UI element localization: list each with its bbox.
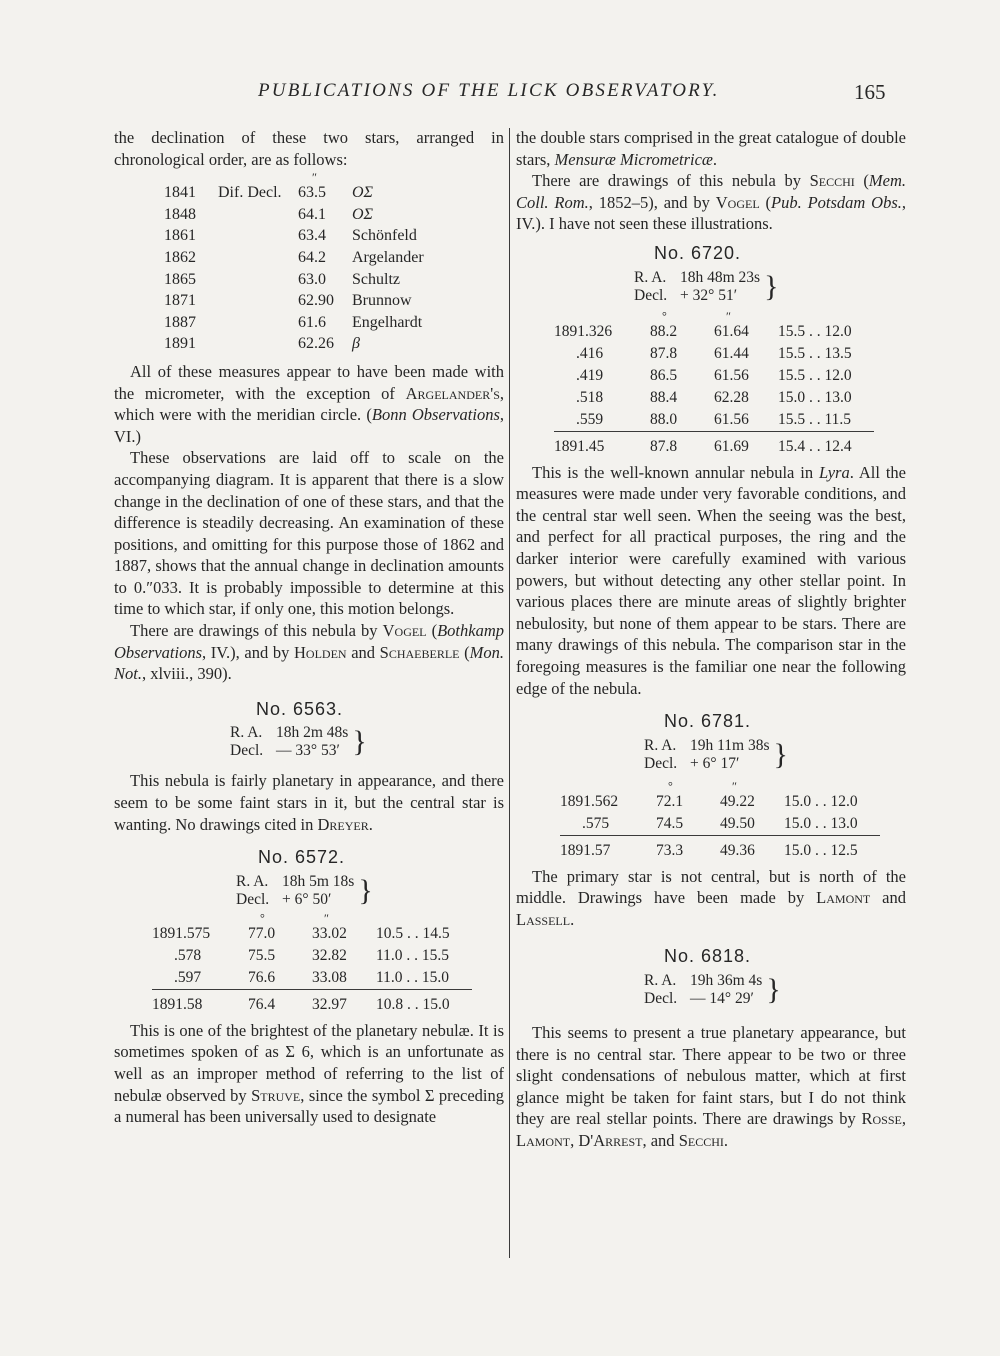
decl-label: Decl. xyxy=(230,742,264,760)
label-cell xyxy=(218,225,298,247)
paragraph: This is one of the brightest of the planetary nebulæ. It is sometimes spoken of as Σ 6, which is an unfortunate as well as an improper method of referring to the list of nebulæ observed by Struve, since the symbol Σ preceding a numeral has been universally used to designate xyxy=(114,1020,504,1127)
table-cell: 32.97 xyxy=(312,989,376,1016)
page-header xyxy=(0,80,1000,110)
table-cell: 61.64 xyxy=(714,322,749,340)
table-cell: 72.1 xyxy=(656,793,684,811)
author-name: Vogel xyxy=(382,621,427,641)
measures-table-6720 xyxy=(554,308,874,458)
label-cell xyxy=(218,312,298,334)
table-cell: 1891.326 xyxy=(554,322,613,340)
observer-cell: Engelhardt xyxy=(352,313,423,331)
decl-value: + 6° 50′ xyxy=(282,890,332,908)
value-cell: 62.26 xyxy=(298,335,334,353)
paragraph: The primary star is not central, but is north of the middle. Drawings have been made by Lamont and Lassell. xyxy=(516,866,906,929)
ra-value: 18h 5m 18s xyxy=(282,872,355,890)
table-cell: 74.5 xyxy=(656,815,684,833)
decl-value: + 6° 17′ xyxy=(690,754,740,772)
table-cell: 11.0 . . 15.0 xyxy=(376,969,450,987)
citation: Bothkamp Observations xyxy=(114,621,504,662)
coordinates xyxy=(644,972,906,1008)
degree-mark: ° xyxy=(668,778,673,793)
author-name: Lassell xyxy=(516,909,571,929)
table-cell: 33.08 xyxy=(312,969,347,987)
table-cell: 1891.57 xyxy=(560,835,656,862)
value-cell: 62.90 xyxy=(298,292,334,310)
table-cell: 77.0 xyxy=(248,925,276,943)
table-cell: .518 xyxy=(576,388,604,406)
decl-label: Decl. xyxy=(634,286,668,304)
year-cell: 1891 xyxy=(164,335,196,353)
value-cell: 64.2 xyxy=(298,248,326,266)
table-row xyxy=(554,365,874,387)
label-cell xyxy=(218,333,298,355)
decl-value: — 33° 53′ xyxy=(276,742,340,760)
declination-rows xyxy=(164,182,504,355)
table-cell: 61.69 xyxy=(714,431,778,458)
measures-table xyxy=(152,923,472,1016)
right-column xyxy=(516,127,906,1152)
citation: Mem. Coll. Rom. xyxy=(516,171,906,212)
author-name: Struve xyxy=(251,1085,301,1105)
coordinates xyxy=(634,269,906,305)
table-row xyxy=(554,343,874,365)
year-cell: 1848 xyxy=(164,205,196,223)
table-cell: 15.0 . . 12.0 xyxy=(784,793,858,811)
brace: } xyxy=(764,269,779,303)
column-divider xyxy=(509,128,510,1258)
table-row xyxy=(560,791,880,813)
table-row xyxy=(152,945,472,967)
author-name: Lamont xyxy=(816,888,871,908)
mean-row xyxy=(554,431,874,458)
table-cell: .416 xyxy=(576,344,604,362)
brace: } xyxy=(352,725,367,759)
ra-label: R. A. xyxy=(644,736,677,754)
declination-row xyxy=(164,247,504,269)
author-name: Vogel xyxy=(715,192,760,212)
page-number: 165 xyxy=(854,80,886,104)
table-cell: 10.5 . . 14.5 xyxy=(376,925,450,943)
table-cell: 49.36 xyxy=(720,835,784,862)
decl-value: — 14° 29′ xyxy=(690,990,754,1008)
author-name: Schaeberle xyxy=(379,642,460,662)
brace: } xyxy=(773,737,788,771)
coordinates xyxy=(236,873,504,909)
observer-cell: OΣ xyxy=(352,205,374,223)
table-cell: 1891.562 xyxy=(560,793,619,811)
nebula-section-6572 xyxy=(114,847,504,909)
table-cell: .559 xyxy=(576,410,604,428)
table-cell: 1891.575 xyxy=(152,925,211,943)
table-cell: .597 xyxy=(174,969,202,987)
mean-row xyxy=(152,989,472,1016)
section-heading: No. 6818. xyxy=(664,946,752,967)
ra-label: R. A. xyxy=(230,724,263,742)
table-cell: 61.44 xyxy=(714,344,749,362)
ra-label: R. A. xyxy=(634,268,667,286)
decl-value: + 32° 51′ xyxy=(680,286,738,304)
year-cell: 1862 xyxy=(164,248,196,266)
table-cell: 15.5 . . 11.5 xyxy=(778,410,852,428)
ra-label: R. A. xyxy=(644,972,677,990)
table-cell: 88.2 xyxy=(650,322,678,340)
brace: } xyxy=(358,873,373,907)
label-cell xyxy=(218,290,298,312)
declination-row xyxy=(164,182,504,204)
ra-value: 19h 36m 4s xyxy=(690,972,763,990)
coordinates xyxy=(230,724,504,760)
arcsecond-mark: ″ xyxy=(726,308,731,323)
year-cell: 1871 xyxy=(164,292,196,310)
table-cell: 11.0 . . 15.5 xyxy=(376,947,450,965)
arcsecond-mark: ″ xyxy=(312,170,317,185)
year-cell: 1865 xyxy=(164,270,196,288)
table-cell: 49.22 xyxy=(720,793,755,811)
value-cell: 63.4 xyxy=(298,227,326,245)
table-cell: 15.0 . . 13.0 xyxy=(784,815,858,833)
author-name: Dreyer xyxy=(317,814,369,834)
coordinates xyxy=(644,737,906,773)
left-column xyxy=(114,127,504,1128)
ra-value: 18h 2m 48s xyxy=(276,724,349,742)
nebula-section-6720 xyxy=(516,243,906,305)
paragraph: the double stars comprised in the great catalogue of double stars, Mensuræ Micrometricæ. xyxy=(516,128,906,169)
table-cell: .419 xyxy=(576,366,604,384)
observer-cell: Argelander xyxy=(352,248,424,266)
paragraph: This nebula is fairly planetary in appearance, and there seem to be some faint stars in it, but the central star is wanting. No drawings cited in Dreyer. xyxy=(114,771,504,834)
degree-mark: ° xyxy=(662,308,667,323)
value-cell: 61.6 xyxy=(298,313,326,331)
observer-cell: Schönfeld xyxy=(352,227,417,245)
citation: Mensuræ Micrometricæ xyxy=(554,149,713,169)
section-heading: No. 6781. xyxy=(664,711,752,732)
value-cell: 63.0 xyxy=(298,270,326,288)
nebula-section-6781 xyxy=(516,711,906,773)
table-cell: 73.3 xyxy=(656,835,720,862)
table-row xyxy=(152,967,472,990)
table-row xyxy=(554,409,874,432)
observer-cell: Schultz xyxy=(352,270,400,288)
table-cell: 76.6 xyxy=(248,969,276,987)
brace: } xyxy=(766,973,781,1007)
measures-table xyxy=(554,321,874,458)
declination-row xyxy=(164,312,504,334)
nebula-section-6563 xyxy=(114,699,504,761)
arcsecond-mark: ″ xyxy=(732,778,737,793)
citation: Mon. Not. xyxy=(114,642,504,684)
measures-table xyxy=(560,791,880,862)
author-name: Lamont xyxy=(516,1131,571,1151)
table-row xyxy=(152,923,472,945)
table-cell: .578 xyxy=(174,947,202,965)
label-cell: Dif. Decl. xyxy=(218,184,282,202)
table-row xyxy=(554,387,874,409)
table-cell: 15.5 . . 13.5 xyxy=(778,344,852,362)
declination-row xyxy=(164,204,504,226)
author-name: Holden xyxy=(294,642,347,662)
citation: Bonn Observations xyxy=(371,405,500,425)
table-cell: 10.8 . . 15.0 xyxy=(376,989,472,1016)
author-name: Secchi xyxy=(678,1131,724,1151)
paragraph: These observations are laid off to scale on the accompanying diagram. It is apparent that there is a slow change in the declination of one of these stars, and that the difference is steadily decreasing. An examination of these positions, and omitting for this purpose those of 1862 and 1887, shows that the annual change in declination amounts to 0.″033. It is probably impossible to determine at this time to which star, if only one, this motion belongs. xyxy=(114,448,504,619)
arcsecond-mark: ″ xyxy=(324,910,329,925)
label-cell xyxy=(218,204,298,226)
table-cell: 15.0 . . 13.0 xyxy=(778,388,852,406)
measures-table-6572 xyxy=(152,910,472,1016)
value-cell: 64.1 xyxy=(298,205,326,223)
table-cell: 1891.45 xyxy=(554,431,650,458)
section-heading: No. 6720. xyxy=(654,242,742,263)
decl-label: Decl. xyxy=(644,990,678,1008)
table-cell: 49.50 xyxy=(720,815,755,833)
ra-label: R. A. xyxy=(236,872,269,890)
author-name: D'Arrest xyxy=(578,1131,643,1151)
citation: Lyra xyxy=(819,462,850,482)
decl-label: Decl. xyxy=(644,754,678,772)
label-cell xyxy=(218,269,298,291)
table-cell: 88.0 xyxy=(650,410,678,428)
table-cell: 87.8 xyxy=(650,431,714,458)
year-cell: 1887 xyxy=(164,313,196,331)
paragraph: the declination of these two stars, arranged in chronological order, are as follows: xyxy=(114,128,504,169)
label-cell xyxy=(218,247,298,269)
table-cell: 15.5 . . 12.0 xyxy=(778,322,852,340)
observer-cell: OΣ xyxy=(352,184,374,202)
table-cell: 1891.58 xyxy=(152,989,248,1016)
declination-row xyxy=(164,269,504,291)
running-head: PUBLICATIONS OF THE LICK OBSERVATORY. xyxy=(258,80,720,101)
value-cell: 63.5 xyxy=(298,184,326,202)
degree-mark: ° xyxy=(260,910,265,925)
table-row xyxy=(560,813,880,836)
section-heading: No. 6563. xyxy=(256,698,344,719)
paragraph: There are drawings of this nebula by Secchi (Mem. Coll. Rom., 1852–5), and by Vogel (Pub. Potsdam Obs., IV.). I have not seen these illustrations. xyxy=(516,171,907,234)
table-cell: 15.4 . . 12.4 xyxy=(778,431,874,458)
table-cell: 87.8 xyxy=(650,344,678,362)
table-cell: 15.0 . . 12.5 xyxy=(784,835,880,862)
decl-label: Decl. xyxy=(236,890,270,908)
year-cell: 1841 xyxy=(164,184,196,202)
year-cell: 1861 xyxy=(164,227,196,245)
measures-table-6781 xyxy=(560,778,880,862)
declination-row xyxy=(164,290,504,312)
table-cell: .575 xyxy=(582,815,610,833)
mean-row xyxy=(560,835,880,862)
table-cell: 32.82 xyxy=(312,947,347,965)
unit-marks xyxy=(560,778,880,793)
unit-marks xyxy=(164,170,504,185)
observer-cell: Brunnow xyxy=(352,292,412,310)
author-name: Argelander's xyxy=(405,383,500,403)
paragraph: All of these measures appear to have been made with the micrometer, with the exception of Argelander's, which were with the meridian circle. (Bonn Observations, VI.) xyxy=(114,361,504,446)
nebula-section-6818 xyxy=(516,946,906,1008)
paragraph: This seems to present a true planetary appearance, but there is no central star. There appear to be two or three slight condensations of nebulous matter, which at first glance might be taken for faint stars, but I do not think they are real stellar points. There are drawings by Rosse, Lamont, D'Arrest, and Secchi. xyxy=(516,1023,906,1151)
observer-cell: β xyxy=(352,335,360,353)
unit-marks xyxy=(554,308,874,323)
section-heading: No. 6572. xyxy=(258,847,346,868)
author-name: Secchi xyxy=(809,171,855,191)
declination-row xyxy=(164,225,504,247)
ra-value: 18h 48m 23s xyxy=(680,268,761,286)
declination-row xyxy=(164,333,504,355)
table-cell: 33.02 xyxy=(312,925,347,943)
table-cell: 61.56 xyxy=(714,366,749,384)
table-cell: 76.4 xyxy=(248,989,312,1016)
table-cell: 62.28 xyxy=(714,388,749,406)
paragraph: There are drawings of this nebula by Vogel (Bothkamp Observations, IV.), and by Holden and Schaeberle (Mon. Not., xlviii., 390). xyxy=(114,621,504,684)
author-name: Rosse xyxy=(861,1109,902,1129)
citation: Pub. Potsdam Obs. xyxy=(771,192,902,212)
table-cell: 75.5 xyxy=(248,947,276,965)
table-row xyxy=(554,321,874,343)
table-cell: 86.5 xyxy=(650,366,678,384)
paragraph: This is the well-known annular nebula in Lyra. All the measures were made under very favorable conditions, and the central star well seen. When the seeing was the best, and perfect for all practical purposes, the ring and the darker interior were carefully examined with various powers, but without detecting any other stellar point. In various places there are minute areas of slightly brighter nebulosity, but none of them appear to be stars. There are many drawings of this nebula. The comparison star in the foregoing measures is the familiar one near the following edge of the nebula. xyxy=(516,462,906,698)
unit-marks xyxy=(152,910,472,925)
ra-value: 19h 11m 38s xyxy=(690,736,770,754)
table-cell: 15.5 . . 12.0 xyxy=(778,366,852,384)
table-cell: 61.56 xyxy=(714,410,749,428)
declination-table xyxy=(164,172,504,355)
table-cell: 88.4 xyxy=(650,388,678,406)
